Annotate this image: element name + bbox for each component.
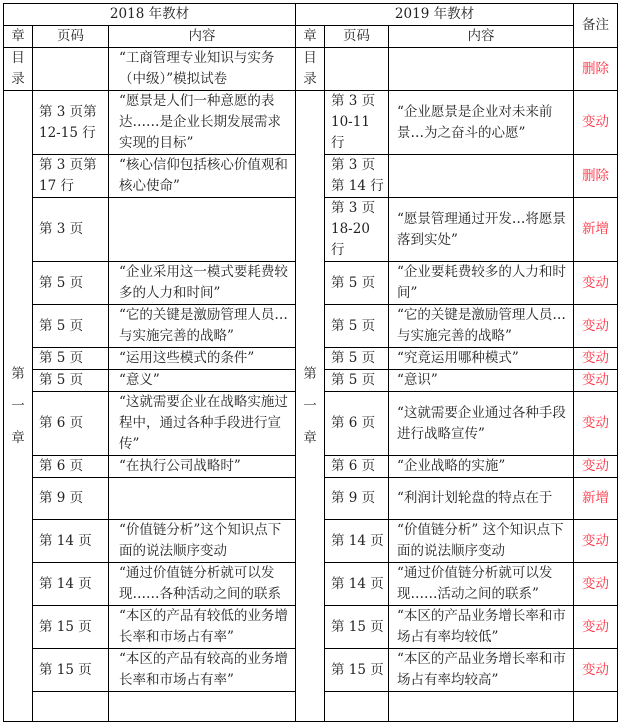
page-2018: 第 5 页 <box>33 348 109 370</box>
toc-content-2018: “工商管理专业知识与实务（中级）”模拟试卷 <box>109 48 296 91</box>
remark: 变动 <box>574 91 618 155</box>
header-chapter-2019: 章 <box>296 26 325 48</box>
remark: 变动 <box>574 520 618 563</box>
content-2019: “利润计划轮盘的特点在于 <box>389 478 574 520</box>
content-2019: “价值链分析” 这个知识点下面的说法顺序变动 <box>389 520 574 563</box>
textbook-comparison-table <box>3 3 618 722</box>
content-2019: “愿景管理通过开发…将愿景落到实处” <box>389 198 574 262</box>
toc-page-2019 <box>325 48 389 91</box>
content-2018: “本区的产品有较低的业务增长率和市场占有率” <box>109 606 296 649</box>
toc-label-2018: 目录 <box>4 48 33 91</box>
toc-content-2019 <box>389 48 574 91</box>
content-2019: “企业愿景是企业对未来前景…为之奋斗的心愿” <box>389 91 574 155</box>
page-2019: 第 6 页 <box>325 392 389 456</box>
content-2018: “在执行公司战略时” <box>109 456 296 478</box>
content-2019 <box>389 692 574 722</box>
table-row <box>4 91 618 155</box>
content-2019: “本区的产品业务增长率和市场占有率均较低” <box>389 606 574 649</box>
page-2019: 第 3 页 10-11 行 <box>325 91 389 155</box>
page-2018 <box>33 692 109 722</box>
page-2019: 第 15 页 <box>325 649 389 692</box>
page-2019: 第 5 页 <box>325 262 389 305</box>
page-2019 <box>325 692 389 722</box>
page-2018: 第 6 页 <box>33 392 109 456</box>
content-2018 <box>109 198 296 262</box>
remark: 变动 <box>574 456 618 478</box>
page-2018: 第 15 页 <box>33 606 109 649</box>
page-2018: 第 3 页 <box>33 198 109 262</box>
page-2018: 第 14 页 <box>33 563 109 606</box>
content-2019: “本区的产品业务增长率和市场占有率均较高” <box>389 649 574 692</box>
remark: 新增 <box>574 198 618 262</box>
content-2018 <box>109 478 296 520</box>
content-2018: “运用这些模式的条件” <box>109 348 296 370</box>
page-2019: 第 5 页 <box>325 370 389 392</box>
chapter-label: 第一章 <box>303 366 317 446</box>
page-2018: 第 3 页第 12-15 行 <box>33 91 109 155</box>
page-2018: 第 9 页 <box>33 478 109 520</box>
page-2018: 第 5 页 <box>33 305 109 348</box>
content-2018: “通过价值链分析就可以发现……各种活动之间的联系 <box>109 563 296 606</box>
content-2019: “企业要耗费较多的人力和时间” <box>389 262 574 305</box>
page-2019: 第 9 页 <box>325 478 389 520</box>
page-2019: 第 6 页 <box>325 456 389 478</box>
header-row-columns <box>4 26 618 48</box>
page-2018: 第 3 页第 17 行 <box>33 155 109 198</box>
header-page-2019: 页码 <box>325 26 389 48</box>
page-2019: 第 5 页 <box>325 348 389 370</box>
remark: 删除 <box>574 155 618 198</box>
header-page-2018: 页码 <box>33 26 109 48</box>
page-2018: 第 14 页 <box>33 520 109 563</box>
remark: 变动 <box>574 262 618 305</box>
remark: 变动 <box>574 392 618 456</box>
header-2019: 2019 年教材 <box>296 4 574 26</box>
chapter-label: 第一章 <box>11 366 25 446</box>
page-2019: 第 14 页 <box>325 520 389 563</box>
remark: 变动 <box>574 563 618 606</box>
content-2018: “价值链分析”这个知识点下面的说法顺序变动 <box>109 520 296 563</box>
page-2019: 第 5 页 <box>325 305 389 348</box>
header-content-2018: 内容 <box>109 26 296 48</box>
remark: 新增 <box>574 478 618 520</box>
chapter-cell-2019 <box>296 91 325 722</box>
page-2018: 第 6 页 <box>33 456 109 478</box>
header-content-2019: 内容 <box>389 26 574 48</box>
content-2019: “企业战略的实施” <box>389 456 574 478</box>
page-2018: 第 5 页 <box>33 370 109 392</box>
remark: 变动 <box>574 305 618 348</box>
page-2019: 第 3 页 18-20 行 <box>325 198 389 262</box>
page-2018: 第 15 页 <box>33 649 109 692</box>
content-2018: “这就需要企业在战略实施过程中，通过各种手段进行宣传” <box>109 392 296 456</box>
content-2018: “核心信仰包括核心价值观和核心使命” <box>109 155 296 198</box>
content-2018: “本区的产品有较高的业务增长率和市场占有率” <box>109 649 296 692</box>
content-2019: “它的关键是激励管理人员…与实施完善的战略” <box>389 305 574 348</box>
content-2019: “这就需要企业通过各种手段进行战略宣传” <box>389 392 574 456</box>
content-2019: “通过价值链分析就可以发现……活动之间的联系” <box>389 563 574 606</box>
page-2018: 第 5 页 <box>33 262 109 305</box>
content-2018 <box>109 692 296 722</box>
content-2018: “愿景是人们一种意愿的表达……是企业长期发展需求实现的目标” <box>109 91 296 155</box>
toc-remark: 删除 <box>574 48 618 91</box>
header-chapter-2018: 章 <box>4 26 33 48</box>
toc-page-2018 <box>33 48 109 91</box>
remark: 变动 <box>574 370 618 392</box>
header-2018: 2018 年教材 <box>4 4 296 26</box>
chapter-cell-2018 <box>4 91 33 722</box>
content-2018: “意义” <box>109 370 296 392</box>
content-2019: “究竟运用哪种模式” <box>389 348 574 370</box>
page-2019: 第 15 页 <box>325 606 389 649</box>
header-row-years <box>4 4 618 26</box>
remark: 变动 <box>574 348 618 370</box>
remark: 变动 <box>574 606 618 649</box>
page-2019: 第 14 页 <box>325 563 389 606</box>
header-remark: 备注 <box>574 4 618 48</box>
content-2018: “企业采用这一模式要耗费较多的人力和时间” <box>109 262 296 305</box>
toc-label-2019: 目录 <box>296 48 325 91</box>
remark <box>574 692 618 722</box>
toc-row <box>4 48 618 91</box>
page-2019: 第 3 页 第 14 行 <box>325 155 389 198</box>
content-2019: “意识” <box>389 370 574 392</box>
content-2019 <box>389 155 574 198</box>
remark: 变动 <box>574 649 618 692</box>
content-2018: “它的关键是激励管理人员…与实施完善的战略” <box>109 305 296 348</box>
